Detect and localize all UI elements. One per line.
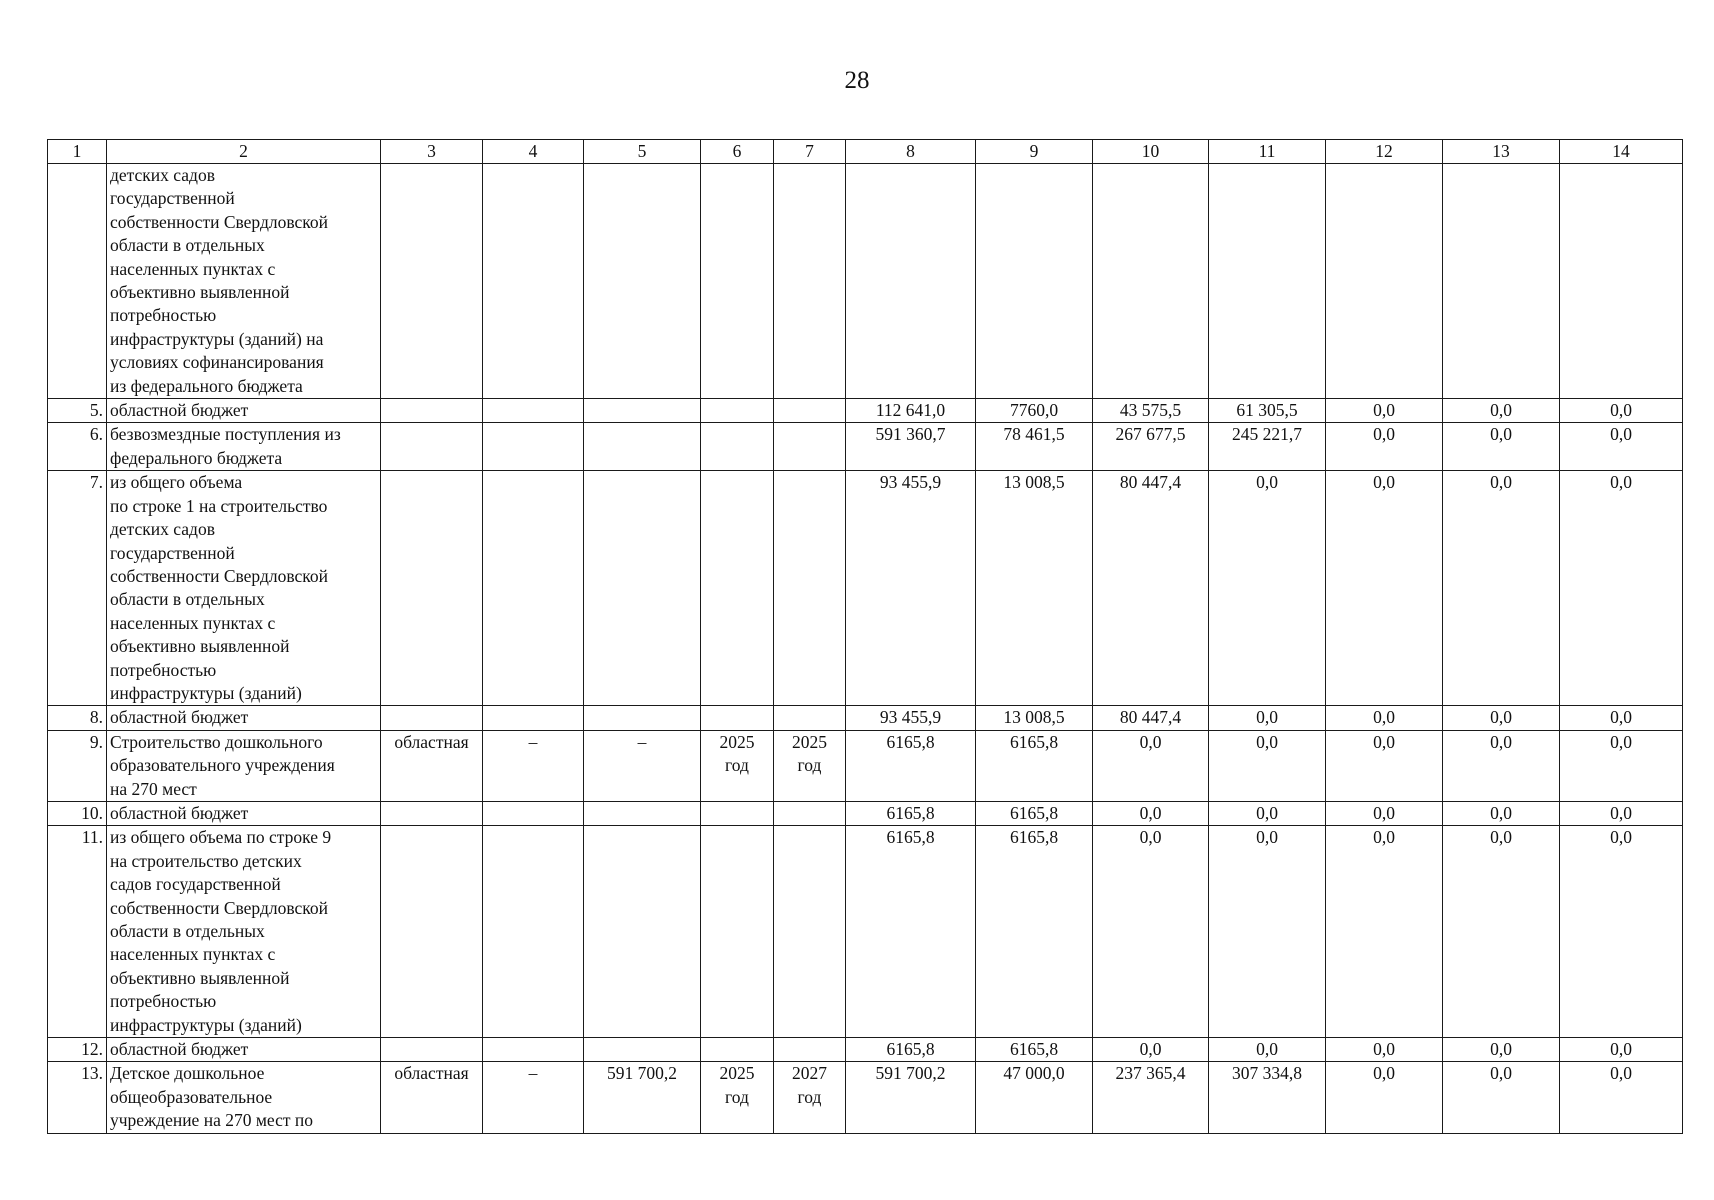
row-name-text: из общего объема по строке 1 на строительство детских садов государственной собственности Свердловской области в отдельных населенных пунктах с объективно выявленной потребностью инфраструктуры (зданий): [110, 472, 328, 703]
cell-col-4: [483, 399, 584, 423]
cell-col-14: [1560, 826, 1683, 1038]
table-row: [48, 730, 1683, 801]
cell-col-4: [483, 1038, 584, 1062]
cell-col-8: [846, 1062, 976, 1133]
cell-text: 12.: [81, 1039, 103, 1060]
cell-text: 13 008,5: [1003, 472, 1065, 493]
cell-text: 6165,8: [1009, 802, 1059, 823]
cell-text: 0,0: [1256, 802, 1278, 823]
cell-col-5: [584, 164, 701, 399]
cell-text: областная: [394, 1063, 469, 1084]
cell-text: 0,0: [1610, 731, 1632, 752]
cell-col-14: [1560, 471, 1683, 706]
cell-text: 2025 год: [792, 731, 827, 776]
cell-col-10: [1093, 1038, 1209, 1062]
cell-col-6: [701, 399, 774, 423]
cell-col-1: [48, 1038, 107, 1062]
cell-col-12: [1326, 826, 1443, 1038]
cell-col-7: [774, 423, 846, 471]
cell-text: 80 447,4: [1119, 472, 1182, 493]
budget-table: [47, 139, 1683, 1134]
cell-text: 0,0: [1490, 472, 1512, 493]
cell-col-11: [1209, 1038, 1326, 1062]
cell-col-11: [1209, 706, 1326, 730]
cell-col-8: [846, 399, 976, 423]
cell-col-1: [48, 801, 107, 825]
cell-text: 0,0: [1373, 472, 1395, 493]
cell-text: 0,0: [1490, 424, 1512, 445]
cell-text: 0,0: [1139, 1039, 1162, 1060]
cell-col-11: [1209, 471, 1326, 706]
column-header-8: 8: [846, 140, 976, 164]
cell-text: 7.: [89, 472, 103, 493]
cell-text: 0,0: [1610, 1063, 1632, 1084]
cell-text: 0,0: [1373, 731, 1395, 752]
cell-col-4: [483, 826, 584, 1038]
cell-col-2: [107, 1038, 381, 1062]
row-name-text: областной бюджет: [110, 1039, 249, 1060]
row-name-text: областной бюджет: [110, 707, 249, 728]
cell-col-10: [1093, 164, 1209, 399]
cell-text: 6165,8: [1009, 731, 1059, 752]
column-header-11: 11: [1209, 140, 1326, 164]
cell-col-11: [1209, 730, 1326, 801]
cell-text: 0,0: [1373, 707, 1395, 728]
cell-col-13: [1443, 423, 1560, 471]
cell-col-10: [1093, 826, 1209, 1038]
cell-text: 6165,8: [886, 827, 935, 848]
cell-col-2: [107, 801, 381, 825]
column-header-13: 13: [1443, 140, 1560, 164]
cell-col-10: [1093, 423, 1209, 471]
column-header-14: 14: [1560, 140, 1683, 164]
cell-col-6: [701, 706, 774, 730]
cell-col-3: [381, 399, 483, 423]
cell-col-5: [584, 1038, 701, 1062]
column-header-5: 5: [584, 140, 701, 164]
cell-col-7: [774, 706, 846, 730]
cell-text: 0,0: [1490, 707, 1512, 728]
cell-col-3: [381, 801, 483, 825]
cell-text: 0,0: [1610, 424, 1632, 445]
cell-col-2: [107, 164, 381, 399]
cell-text: 6165,8: [1009, 1039, 1059, 1060]
cell-text: 43 575,5: [1119, 400, 1182, 421]
cell-col-14: [1560, 730, 1683, 801]
cell-text: 10.: [81, 802, 103, 823]
cell-col-14: [1560, 1038, 1683, 1062]
cell-col-6: [701, 826, 774, 1038]
cell-col-9: [976, 164, 1093, 399]
row-name-text: детских садов государственной собственности Свердловской области в отдельных населенных пунктах с объективно выявленной потребностью инфраструктуры (зданий) на условиях софинансирования из федерального бюджета: [110, 165, 328, 396]
cell-text: –: [528, 731, 538, 752]
cell-col-2: [107, 399, 381, 423]
cell-col-9: [976, 423, 1093, 471]
cell-col-1: [48, 706, 107, 730]
cell-col-1: [48, 164, 107, 399]
cell-col-13: [1443, 471, 1560, 706]
column-header-9: 9: [976, 140, 1093, 164]
cell-col-1: [48, 471, 107, 706]
cell-text: 6165,8: [1009, 827, 1059, 848]
cell-col-4: [483, 1062, 584, 1133]
column-header-3: 3: [381, 140, 483, 164]
cell-text: 0,0: [1610, 827, 1632, 848]
cell-col-7: [774, 826, 846, 1038]
cell-col-14: [1560, 399, 1683, 423]
cell-text: 0,0: [1373, 424, 1395, 445]
row-name-text: областной бюджет: [110, 400, 249, 421]
cell-col-3: [381, 730, 483, 801]
cell-col-6: [701, 801, 774, 825]
cell-text: 0,0: [1139, 802, 1162, 823]
row-name-text: из общего объема по строке 9 на строительство детских садов государственной собственности Свердловской области в отдельных населенных пунктах с объективно выявленной потребностью инфраструктуры (зданий): [110, 827, 332, 1035]
cell-text: 13.: [81, 1063, 103, 1084]
cell-text: 0,0: [1373, 400, 1395, 421]
cell-text: 237 365,4: [1115, 1063, 1186, 1084]
column-header-6: 6: [701, 140, 774, 164]
cell-text: 0,0: [1373, 1039, 1395, 1060]
cell-col-6: [701, 1038, 774, 1062]
page-number: 28: [844, 67, 870, 94]
cell-col-4: [483, 423, 584, 471]
cell-col-5: [584, 706, 701, 730]
cell-col-3: [381, 1062, 483, 1133]
cell-col-2: [107, 730, 381, 801]
cell-text: –: [637, 731, 647, 752]
header-row: [48, 140, 1683, 164]
table-row: [48, 826, 1683, 1038]
cell-col-9: [976, 471, 1093, 706]
table-row: [48, 423, 1683, 471]
cell-col-12: [1326, 730, 1443, 801]
column-header-2: 2: [107, 140, 381, 164]
cell-col-5: [584, 471, 701, 706]
cell-col-10: [1093, 1062, 1209, 1133]
cell-col-12: [1326, 801, 1443, 825]
table-row: [48, 471, 1683, 706]
cell-col-3: [381, 826, 483, 1038]
cell-col-7: [774, 801, 846, 825]
cell-col-7: [774, 730, 846, 801]
cell-col-8: [846, 1038, 976, 1062]
cell-text: 0,0: [1373, 1063, 1395, 1084]
cell-col-10: [1093, 471, 1209, 706]
table-row: [48, 164, 1683, 399]
cell-col-7: [774, 1062, 846, 1133]
cell-col-13: [1443, 730, 1560, 801]
cell-col-1: [48, 1062, 107, 1133]
cell-col-4: [483, 730, 584, 801]
cell-text: 13 008,5: [1003, 707, 1065, 728]
cell-text: 80 447,4: [1119, 707, 1182, 728]
column-header-10: 10: [1093, 140, 1209, 164]
cell-col-8: [846, 730, 976, 801]
cell-col-9: [976, 706, 1093, 730]
cell-text: 245 221,7: [1232, 424, 1302, 445]
cell-text: 0,0: [1490, 802, 1512, 823]
cell-col-14: [1560, 164, 1683, 399]
cell-text: 6165,8: [886, 802, 935, 823]
cell-col-9: [976, 826, 1093, 1038]
cell-col-1: [48, 399, 107, 423]
cell-text: 0,0: [1256, 1039, 1278, 1060]
cell-col-13: [1443, 1038, 1560, 1062]
cell-col-9: [976, 1062, 1093, 1133]
cell-col-11: [1209, 801, 1326, 825]
cell-text: 0,0: [1139, 731, 1162, 752]
cell-col-11: [1209, 1062, 1326, 1133]
cell-col-10: [1093, 801, 1209, 825]
cell-text: областная: [394, 731, 469, 752]
cell-text: 0,0: [1256, 827, 1278, 848]
cell-col-13: [1443, 399, 1560, 423]
row-name-text: безвозмездные поступления из федерального бюджета: [110, 424, 341, 468]
cell-text: 6165,8: [886, 1039, 935, 1060]
cell-col-11: [1209, 423, 1326, 471]
cell-col-7: [774, 471, 846, 706]
cell-text: 0,0: [1610, 707, 1632, 728]
cell-col-5: [584, 730, 701, 801]
cell-col-10: [1093, 399, 1209, 423]
cell-col-13: [1443, 1062, 1560, 1133]
cell-col-5: [584, 399, 701, 423]
cell-col-11: [1209, 164, 1326, 399]
cell-col-4: [483, 164, 584, 399]
cell-text: 267 677,5: [1115, 424, 1186, 445]
column-header-7: 7: [774, 140, 846, 164]
cell-col-6: [701, 1062, 774, 1133]
cell-text: 0,0: [1490, 400, 1512, 421]
table-row: [48, 706, 1683, 730]
row-name-text: Строительство дошкольного образовательного учреждения на 270 мест: [110, 731, 335, 799]
cell-text: 591 360,7: [875, 424, 946, 445]
cell-col-8: [846, 826, 976, 1038]
cell-text: 47 000,0: [1003, 1063, 1065, 1084]
cell-col-7: [774, 164, 846, 399]
cell-text: 0,0: [1256, 731, 1278, 752]
cell-col-5: [584, 826, 701, 1038]
cell-col-10: [1093, 706, 1209, 730]
cell-col-13: [1443, 826, 1560, 1038]
cell-text: 0,0: [1256, 707, 1278, 728]
cell-col-6: [701, 423, 774, 471]
cell-text: 0,0: [1373, 802, 1395, 823]
cell-col-6: [701, 164, 774, 399]
cell-col-13: [1443, 164, 1560, 399]
cell-text: 2027 год: [792, 1063, 827, 1107]
cell-col-12: [1326, 471, 1443, 706]
cell-text: 93 455,9: [879, 707, 942, 728]
cell-text: 11.: [81, 827, 103, 848]
cell-col-12: [1326, 1062, 1443, 1133]
cell-text: 0,0: [1610, 802, 1632, 823]
table-row: [48, 399, 1683, 423]
cell-text: 61 305,5: [1236, 400, 1298, 421]
cell-text: 0,0: [1490, 827, 1512, 848]
cell-col-8: [846, 164, 976, 399]
column-header-12: 12: [1326, 140, 1443, 164]
cell-col-3: [381, 1038, 483, 1062]
cell-col-12: [1326, 164, 1443, 399]
cell-text: 591 700,2: [607, 1063, 677, 1084]
table-header: [48, 140, 1683, 164]
cell-col-8: [846, 801, 976, 825]
cell-col-14: [1560, 1062, 1683, 1133]
cell-col-12: [1326, 399, 1443, 423]
table-body: [48, 164, 1683, 1134]
cell-col-7: [774, 1038, 846, 1062]
cell-col-9: [976, 1038, 1093, 1062]
row-name-text: Детское дошкольное общеобразовательное учреждение на 270 мест по: [110, 1063, 314, 1131]
cell-text: 112 641,0: [875, 400, 946, 421]
cell-text: 5.: [89, 400, 103, 421]
cell-text: 0,0: [1490, 731, 1512, 752]
cell-col-12: [1326, 1038, 1443, 1062]
cell-text: –: [528, 1063, 538, 1084]
cell-text: 0,0: [1490, 1063, 1512, 1084]
cell-col-2: [107, 471, 381, 706]
cell-col-2: [107, 423, 381, 471]
cell-text: 307 334,8: [1232, 1063, 1302, 1084]
cell-col-11: [1209, 399, 1326, 423]
table-row: [48, 801, 1683, 825]
cell-col-5: [584, 423, 701, 471]
column-header-1: 1: [48, 140, 107, 164]
cell-text: 0,0: [1610, 472, 1632, 493]
cell-text: 8.: [89, 707, 103, 728]
cell-col-9: [976, 730, 1093, 801]
cell-col-10: [1093, 730, 1209, 801]
cell-text: 7760,0: [1009, 400, 1059, 421]
cell-col-4: [483, 801, 584, 825]
cell-col-12: [1326, 706, 1443, 730]
cell-col-6: [701, 730, 774, 801]
cell-text: 0,0: [1610, 400, 1632, 421]
cell-text: 0,0: [1256, 472, 1278, 493]
cell-col-14: [1560, 706, 1683, 730]
cell-col-1: [48, 730, 107, 801]
cell-col-1: [48, 423, 107, 471]
cell-col-3: [381, 706, 483, 730]
cell-text: 0,0: [1139, 827, 1162, 848]
cell-col-8: [846, 423, 976, 471]
cell-col-2: [107, 826, 381, 1038]
cell-col-1: [48, 826, 107, 1038]
table-row: [48, 1038, 1683, 1062]
cell-col-3: [381, 423, 483, 471]
cell-text: 93 455,9: [879, 472, 942, 493]
cell-col-4: [483, 706, 584, 730]
cell-text: 591 700,2: [875, 1063, 946, 1084]
cell-col-5: [584, 1062, 701, 1133]
cell-text: 0,0: [1610, 1039, 1632, 1060]
cell-text: 0,0: [1490, 1039, 1512, 1060]
cell-text: 0,0: [1373, 827, 1395, 848]
cell-col-5: [584, 801, 701, 825]
cell-col-2: [107, 1062, 381, 1133]
cell-col-3: [381, 164, 483, 399]
table-row: [48, 1062, 1683, 1133]
column-header-4: 4: [483, 140, 584, 164]
cell-col-9: [976, 801, 1093, 825]
cell-col-13: [1443, 801, 1560, 825]
cell-col-13: [1443, 706, 1560, 730]
cell-col-7: [774, 399, 846, 423]
row-name-text: областной бюджет: [110, 802, 249, 823]
cell-col-8: [846, 706, 976, 730]
cell-col-9: [976, 399, 1093, 423]
cell-col-3: [381, 471, 483, 706]
cell-col-6: [701, 471, 774, 706]
cell-col-4: [483, 471, 584, 706]
cell-text: 6.: [89, 424, 103, 445]
cell-text: 6165,8: [886, 731, 935, 752]
cell-col-2: [107, 706, 381, 730]
cell-text: 9.: [89, 731, 103, 752]
cell-text: 2025 год: [719, 1063, 755, 1107]
cell-col-14: [1560, 801, 1683, 825]
cell-col-12: [1326, 423, 1443, 471]
cell-col-11: [1209, 826, 1326, 1038]
cell-text: 2025 год: [719, 731, 755, 776]
cell-col-14: [1560, 423, 1683, 471]
cell-text: 78 461,5: [1003, 424, 1065, 445]
cell-col-8: [846, 471, 976, 706]
